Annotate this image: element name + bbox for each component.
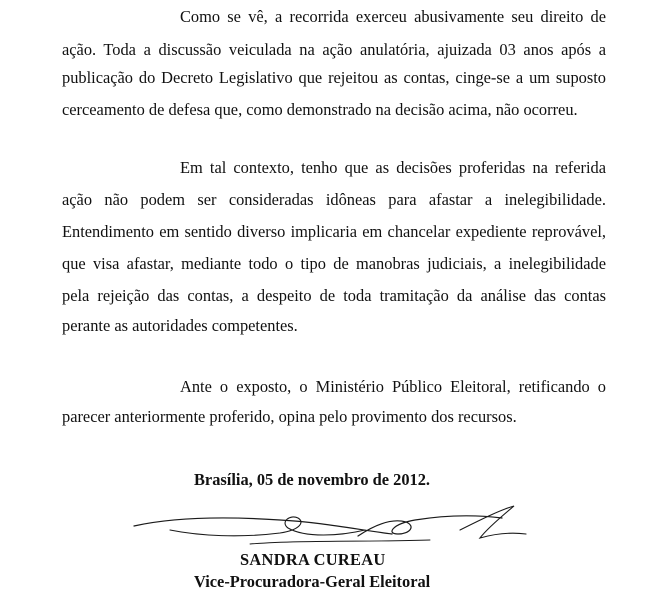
paragraph-1-line-1: Como se vê, a recorrida exerceu abusivamente seu direito de bbox=[180, 7, 606, 26]
paragraph-2-line-3: Entendimento em sentido diverso implicaria em chancelar expediente reprovável, bbox=[62, 222, 606, 241]
paragraph-2-line-4: que visa afastar, mediante todo o tipo de manobras judiciais, a inelegibilidade bbox=[62, 254, 606, 273]
handwritten-signature bbox=[130, 500, 530, 552]
paragraph-2-line-5: pela rejeição das contas, a despeito de toda tramitação da análise das contas bbox=[62, 286, 606, 305]
paragraph-3-line-1: Ante o exposto, o Ministério Público Eleitoral, retificando o bbox=[180, 377, 606, 396]
paragraph-1-line-2: ação. Toda a discussão veiculada na ação anulatória, ajuizada 03 anos após a bbox=[62, 40, 606, 59]
signatory-title: Vice-Procuradora-Geral Eleitoral bbox=[194, 572, 431, 591]
paragraph-1-line-3: publicação do Decreto Legislativo que rejeitou as contas, cinge-se a um suposto bbox=[62, 68, 606, 87]
paragraph-1-line-4: cerceamento de defesa que, como demonstrado na decisão acima, não ocorreu. bbox=[62, 100, 578, 119]
paragraph-2-line-6: perante as autoridades competentes. bbox=[62, 316, 298, 335]
signatory-name: SANDRA CUREAU bbox=[240, 550, 386, 569]
paragraph-3-line-2: parecer anteriormente proferido, opina pelo provimento dos recursos. bbox=[62, 407, 517, 426]
paragraph-2-line-2: ação não podem ser consideradas idôneas para afastar a inelegibilidade. bbox=[62, 190, 606, 209]
paragraph-2-line-1: Em tal contexto, tenho que as decisões proferidas na referida bbox=[180, 158, 606, 177]
document-date: Brasília, 05 de novembro de 2012. bbox=[194, 470, 430, 489]
